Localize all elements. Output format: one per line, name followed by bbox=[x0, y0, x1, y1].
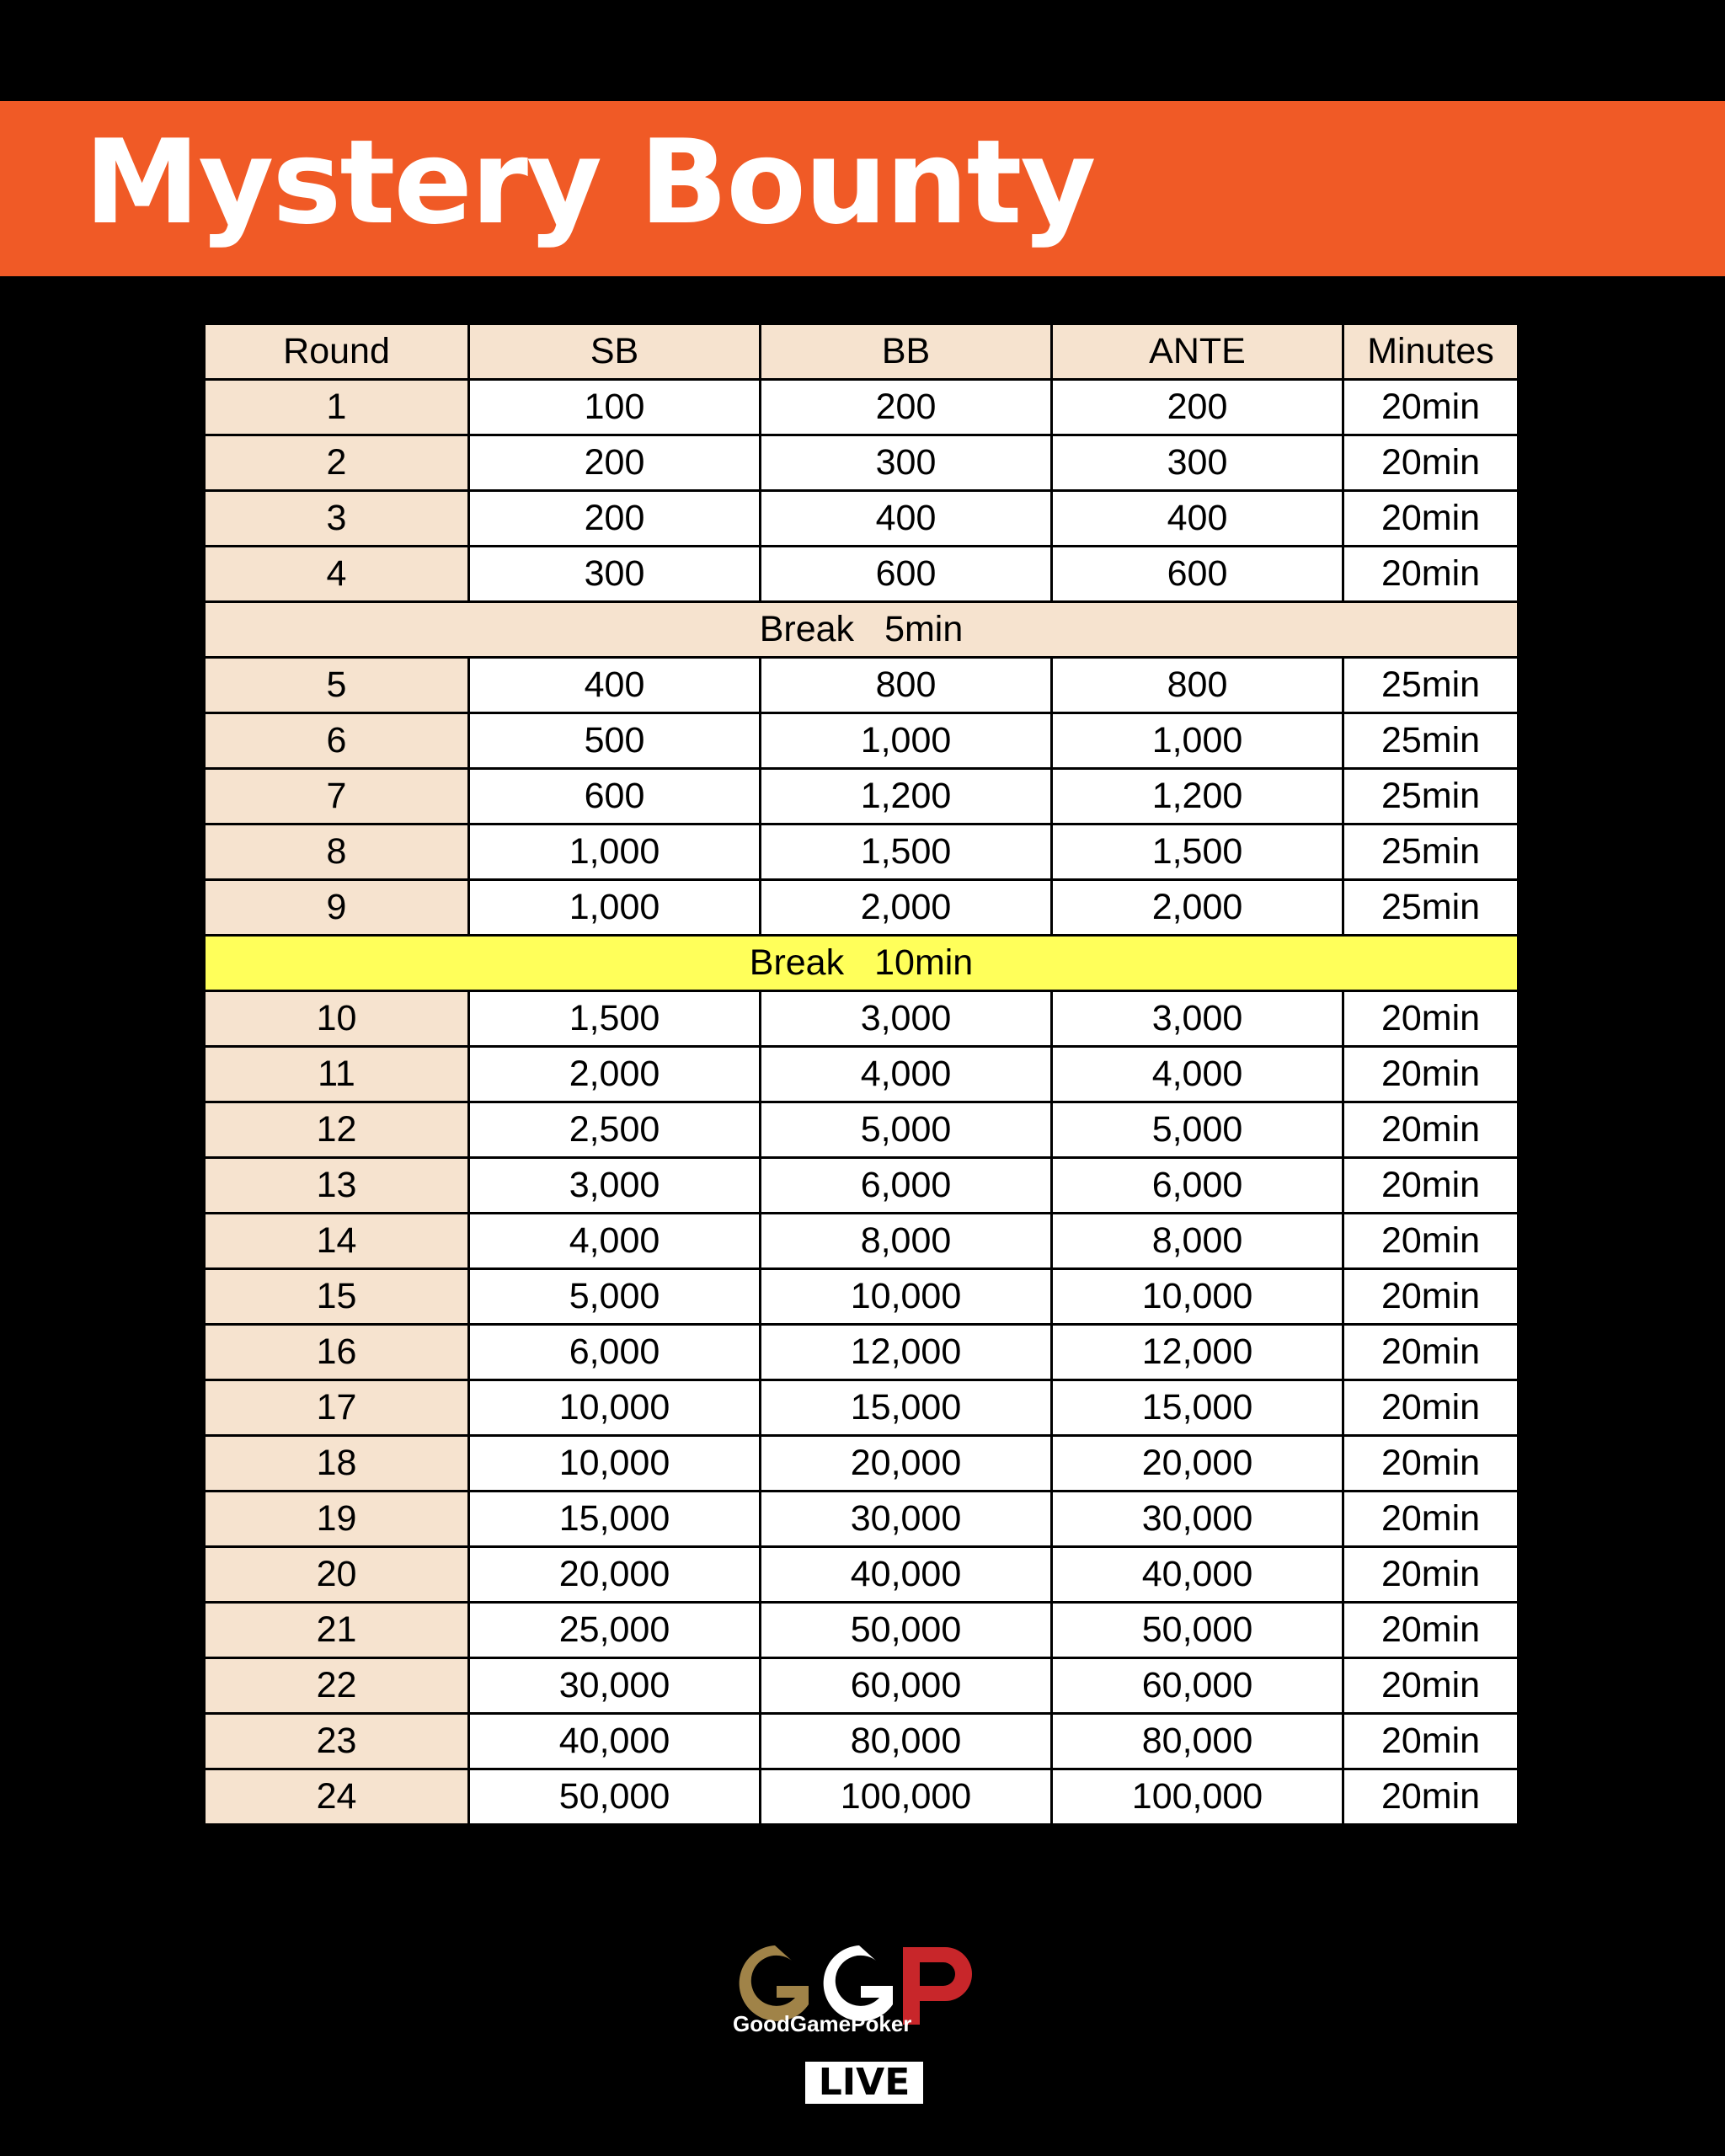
header-sb: SB bbox=[469, 324, 761, 380]
live-badge: LIVE bbox=[805, 2062, 923, 2104]
cell-minutes: 20min bbox=[1343, 491, 1519, 547]
cell-sb: 10,000 bbox=[469, 1436, 761, 1492]
cell-bb: 60,000 bbox=[761, 1658, 1052, 1714]
cell-ante: 3,000 bbox=[1052, 991, 1343, 1047]
cell-ante: 100,000 bbox=[1052, 1769, 1343, 1825]
table-row bbox=[205, 1158, 1519, 1214]
cell-minutes: 20min bbox=[1343, 1436, 1519, 1492]
table-row bbox=[205, 713, 1519, 769]
cell-minutes: 20min bbox=[1343, 1714, 1519, 1769]
cell-sb: 200 bbox=[469, 491, 761, 547]
cell-ante: 40,000 bbox=[1052, 1547, 1343, 1603]
cell-minutes: 25min bbox=[1343, 658, 1519, 713]
break-label: Break bbox=[749, 942, 845, 983]
cell-ante: 600 bbox=[1052, 547, 1343, 602]
cell-ante: 30,000 bbox=[1052, 1492, 1343, 1547]
cell-bb: 3,000 bbox=[761, 991, 1052, 1047]
cell-minutes: 20min bbox=[1343, 1547, 1519, 1603]
cell-round: 2 bbox=[205, 435, 469, 491]
header-minutes: Minutes bbox=[1343, 324, 1519, 380]
cell-ante: 1,000 bbox=[1052, 713, 1343, 769]
table-row bbox=[205, 658, 1519, 713]
cell-round: 4 bbox=[205, 547, 469, 602]
logo-g1-shape bbox=[740, 1945, 809, 2021]
cell-round: 6 bbox=[205, 713, 469, 769]
cell-bb: 5,000 bbox=[761, 1102, 1052, 1158]
table-row bbox=[205, 1603, 1519, 1658]
ggpoker-logo bbox=[724, 1937, 1002, 2038]
blind-structure-table bbox=[203, 323, 1519, 1826]
table-row bbox=[205, 825, 1519, 880]
break-cell bbox=[205, 602, 1519, 658]
cell-minutes: 20min bbox=[1343, 380, 1519, 435]
cell-bb: 800 bbox=[761, 658, 1052, 713]
cell-round: 20 bbox=[205, 1547, 469, 1603]
cell-minutes: 25min bbox=[1343, 769, 1519, 825]
cell-sb: 200 bbox=[469, 435, 761, 491]
cell-round: 23 bbox=[205, 1714, 469, 1769]
cell-ante: 400 bbox=[1052, 491, 1343, 547]
table-row bbox=[205, 1658, 1519, 1714]
cell-sb: 10,000 bbox=[469, 1380, 761, 1436]
table-row bbox=[205, 991, 1519, 1047]
cell-ante: 300 bbox=[1052, 435, 1343, 491]
cell-ante: 15,000 bbox=[1052, 1380, 1343, 1436]
cell-ante: 4,000 bbox=[1052, 1047, 1343, 1102]
cell-bb: 30,000 bbox=[761, 1492, 1052, 1547]
table-row bbox=[205, 880, 1519, 936]
cell-round: 1 bbox=[205, 380, 469, 435]
table-row bbox=[205, 1436, 1519, 1492]
cell-round: 10 bbox=[205, 991, 469, 1047]
cell-ante: 60,000 bbox=[1052, 1658, 1343, 1714]
cell-round: 17 bbox=[205, 1380, 469, 1436]
cell-bb: 2,000 bbox=[761, 880, 1052, 936]
cell-round: 5 bbox=[205, 658, 469, 713]
table-header-row bbox=[205, 324, 1519, 380]
table-row bbox=[205, 769, 1519, 825]
header-bb: BB bbox=[761, 324, 1052, 380]
cell-bb: 8,000 bbox=[761, 1214, 1052, 1269]
cell-round: 7 bbox=[205, 769, 469, 825]
cell-minutes: 20min bbox=[1343, 1158, 1519, 1214]
logo-wordmark: GoodGamePoker bbox=[733, 2011, 912, 2036]
cell-ante: 80,000 bbox=[1052, 1714, 1343, 1769]
cell-minutes: 25min bbox=[1343, 825, 1519, 880]
table-row bbox=[205, 491, 1519, 547]
table-row bbox=[205, 1047, 1519, 1102]
cell-bb: 200 bbox=[761, 380, 1052, 435]
cell-sb: 25,000 bbox=[469, 1603, 761, 1658]
cell-sb: 1,500 bbox=[469, 991, 761, 1047]
logo-p-shape bbox=[903, 1947, 972, 2025]
cell-bb: 1,500 bbox=[761, 825, 1052, 880]
table-row bbox=[205, 435, 1519, 491]
cell-round: 16 bbox=[205, 1325, 469, 1380]
cell-round: 9 bbox=[205, 880, 469, 936]
table-row bbox=[205, 1547, 1519, 1603]
cell-minutes: 20min bbox=[1343, 547, 1519, 602]
cell-round: 24 bbox=[205, 1769, 469, 1825]
break-duration: 10min bbox=[874, 942, 974, 983]
cell-ante: 800 bbox=[1052, 658, 1343, 713]
cell-minutes: 20min bbox=[1343, 1492, 1519, 1547]
cell-ante: 5,000 bbox=[1052, 1102, 1343, 1158]
cell-sb: 2,500 bbox=[469, 1102, 761, 1158]
cell-minutes: 20min bbox=[1343, 1102, 1519, 1158]
cell-ante: 1,200 bbox=[1052, 769, 1343, 825]
cell-sb: 600 bbox=[469, 769, 761, 825]
table-row bbox=[205, 380, 1519, 435]
cell-bb: 12,000 bbox=[761, 1325, 1052, 1380]
cell-ante: 1,500 bbox=[1052, 825, 1343, 880]
table-row bbox=[205, 1102, 1519, 1158]
table-row bbox=[205, 547, 1519, 602]
cell-minutes: 20min bbox=[1343, 1380, 1519, 1436]
cell-sb: 50,000 bbox=[469, 1769, 761, 1825]
cell-sb: 1,000 bbox=[469, 880, 761, 936]
cell-ante: 20,000 bbox=[1052, 1436, 1343, 1492]
page-title: Mystery Bounty bbox=[84, 115, 1095, 250]
cell-minutes: 20min bbox=[1343, 435, 1519, 491]
cell-ante: 10,000 bbox=[1052, 1269, 1343, 1325]
cell-minutes: 20min bbox=[1343, 1325, 1519, 1380]
cell-round: 13 bbox=[205, 1158, 469, 1214]
cell-bb: 15,000 bbox=[761, 1380, 1052, 1436]
table-row bbox=[205, 1769, 1519, 1825]
break-cell bbox=[205, 936, 1519, 991]
cell-sb: 3,000 bbox=[469, 1158, 761, 1214]
break-duration: 5min bbox=[884, 609, 964, 649]
cell-round: 14 bbox=[205, 1214, 469, 1269]
cell-minutes: 20min bbox=[1343, 1769, 1519, 1825]
cell-bb: 50,000 bbox=[761, 1603, 1052, 1658]
break-label: Break bbox=[759, 609, 855, 649]
cell-bb: 80,000 bbox=[761, 1714, 1052, 1769]
cell-sb: 100 bbox=[469, 380, 761, 435]
cell-bb: 6,000 bbox=[761, 1158, 1052, 1214]
cell-round: 12 bbox=[205, 1102, 469, 1158]
cell-ante: 6,000 bbox=[1052, 1158, 1343, 1214]
cell-round: 19 bbox=[205, 1492, 469, 1547]
table-row bbox=[205, 1269, 1519, 1325]
cell-bb: 300 bbox=[761, 435, 1052, 491]
break-row bbox=[205, 936, 1519, 991]
cell-sb: 30,000 bbox=[469, 1658, 761, 1714]
cell-ante: 50,000 bbox=[1052, 1603, 1343, 1658]
cell-sb: 500 bbox=[469, 713, 761, 769]
cell-round: 22 bbox=[205, 1658, 469, 1714]
cell-bb: 100,000 bbox=[761, 1769, 1052, 1825]
cell-bb: 400 bbox=[761, 491, 1052, 547]
cell-minutes: 20min bbox=[1343, 1603, 1519, 1658]
cell-minutes: 20min bbox=[1343, 991, 1519, 1047]
table-row bbox=[205, 1714, 1519, 1769]
header-round: Round bbox=[205, 324, 469, 380]
cell-bb: 600 bbox=[761, 547, 1052, 602]
table-body bbox=[205, 380, 1519, 1825]
cell-round: 15 bbox=[205, 1269, 469, 1325]
cell-bb: 10,000 bbox=[761, 1269, 1052, 1325]
cell-sb: 20,000 bbox=[469, 1547, 761, 1603]
cell-minutes: 25min bbox=[1343, 713, 1519, 769]
table-row bbox=[205, 1380, 1519, 1436]
table-row bbox=[205, 1492, 1519, 1547]
cell-sb: 40,000 bbox=[469, 1714, 761, 1769]
cell-minutes: 20min bbox=[1343, 1047, 1519, 1102]
cell-bb: 1,200 bbox=[761, 769, 1052, 825]
cell-bb: 4,000 bbox=[761, 1047, 1052, 1102]
cell-sb: 15,000 bbox=[469, 1492, 761, 1547]
cell-minutes: 20min bbox=[1343, 1658, 1519, 1714]
table-row bbox=[205, 1214, 1519, 1269]
cell-bb: 1,000 bbox=[761, 713, 1052, 769]
cell-minutes: 20min bbox=[1343, 1269, 1519, 1325]
cell-round: 21 bbox=[205, 1603, 469, 1658]
title-banner bbox=[0, 101, 1725, 276]
cell-sb: 300 bbox=[469, 547, 761, 602]
cell-ante: 8,000 bbox=[1052, 1214, 1343, 1269]
cell-ante: 200 bbox=[1052, 380, 1343, 435]
cell-sb: 400 bbox=[469, 658, 761, 713]
header-ante: ANTE bbox=[1052, 324, 1343, 380]
cell-minutes: 20min bbox=[1343, 1214, 1519, 1269]
cell-sb: 1,000 bbox=[469, 825, 761, 880]
cell-ante: 12,000 bbox=[1052, 1325, 1343, 1380]
cell-bb: 20,000 bbox=[761, 1436, 1052, 1492]
logo-g2-shape bbox=[824, 1945, 893, 2021]
cell-round: 11 bbox=[205, 1047, 469, 1102]
cell-minutes: 25min bbox=[1343, 880, 1519, 936]
cell-round: 18 bbox=[205, 1436, 469, 1492]
cell-sb: 6,000 bbox=[469, 1325, 761, 1380]
cell-bb: 40,000 bbox=[761, 1547, 1052, 1603]
cell-sb: 2,000 bbox=[469, 1047, 761, 1102]
cell-round: 8 bbox=[205, 825, 469, 880]
cell-sb: 4,000 bbox=[469, 1214, 761, 1269]
cell-sb: 5,000 bbox=[469, 1269, 761, 1325]
cell-ante: 2,000 bbox=[1052, 880, 1343, 936]
cell-round: 3 bbox=[205, 491, 469, 547]
break-row bbox=[205, 602, 1519, 658]
table-row bbox=[205, 1325, 1519, 1380]
